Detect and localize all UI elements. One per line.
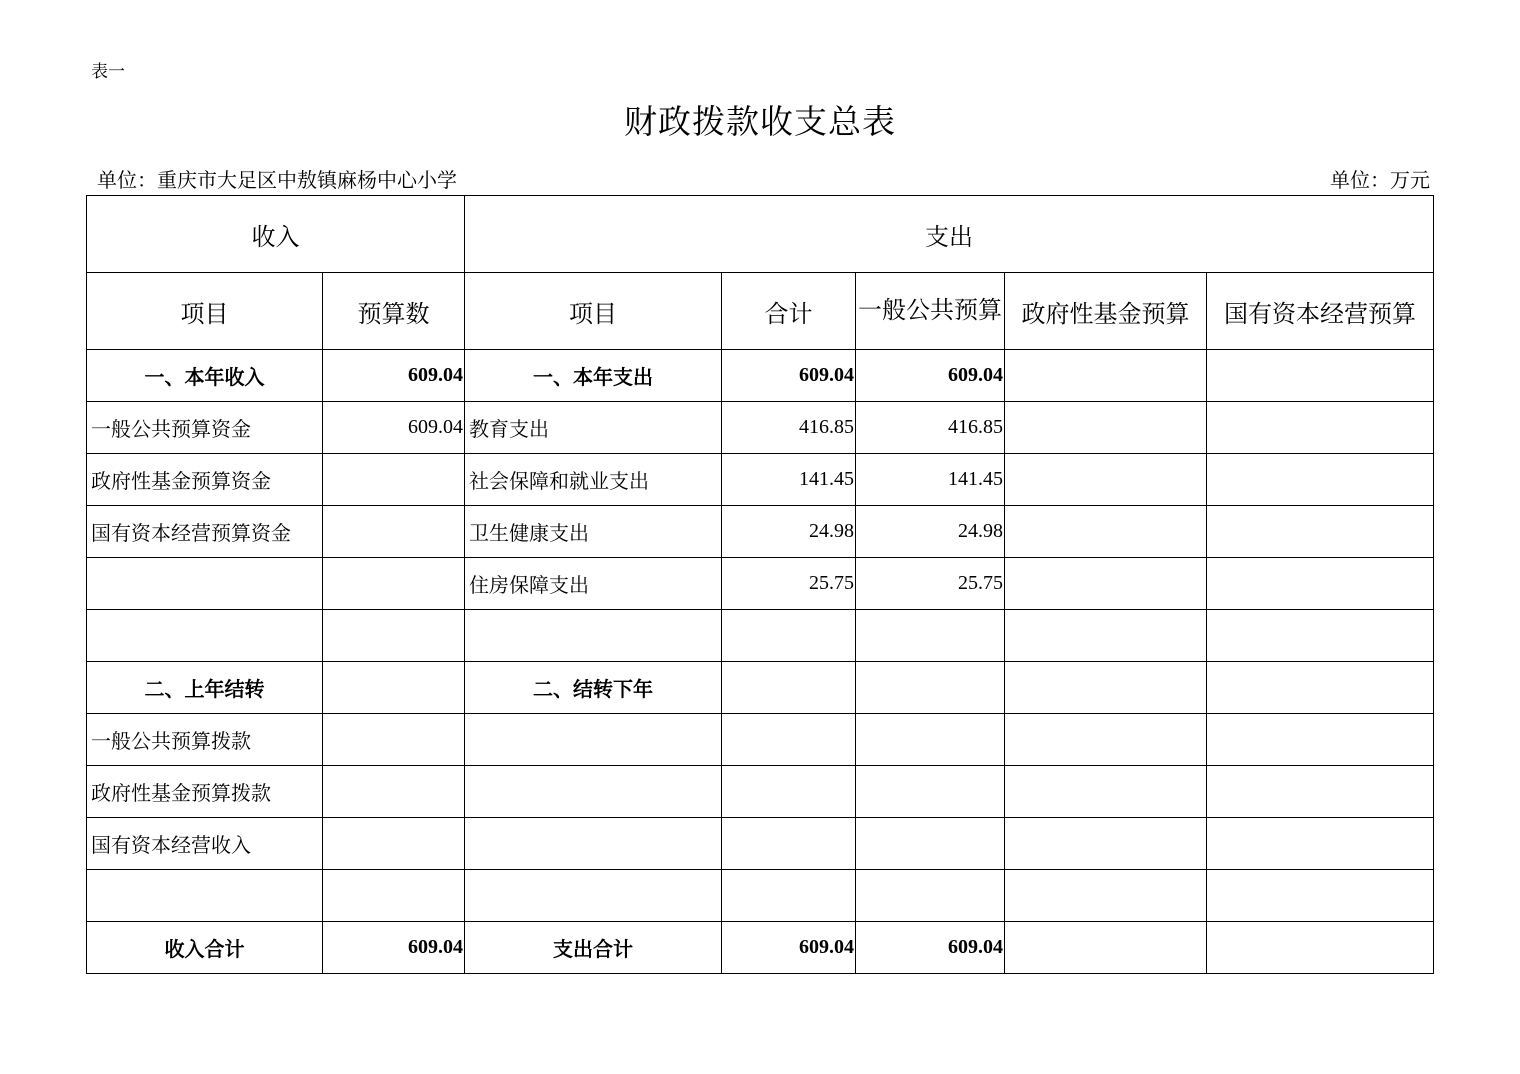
income-budget-cell bbox=[323, 766, 465, 818]
income-item-cell: 收入合计 bbox=[87, 922, 323, 974]
expense-total-header: 合计 bbox=[722, 273, 856, 350]
expense-state-capital-cell bbox=[1207, 922, 1434, 974]
expense-general-cell bbox=[856, 818, 1005, 870]
expense-state-capital-header: 国有资本经营预算 bbox=[1207, 273, 1434, 350]
expense-general-cell: 609.04 bbox=[856, 350, 1005, 402]
expense-state-capital-cell bbox=[1207, 350, 1434, 402]
expense-general-cell: 141.45 bbox=[856, 454, 1005, 506]
expense-total-cell bbox=[722, 766, 856, 818]
income-item-cell: 政府性基金预算资金 bbox=[87, 454, 323, 506]
expense-gov-fund-cell bbox=[1005, 662, 1207, 714]
table-row bbox=[87, 402, 1434, 454]
expense-total-cell: 416.85 bbox=[722, 402, 856, 454]
income-budget-cell bbox=[323, 870, 465, 922]
expense-item-cell: 支出合计 bbox=[465, 922, 722, 974]
expense-item-cell bbox=[465, 766, 722, 818]
income-item-cell bbox=[87, 558, 323, 610]
expense-state-capital-cell bbox=[1207, 818, 1434, 870]
expense-state-capital-cell bbox=[1207, 402, 1434, 454]
expense-total-cell: 141.45 bbox=[722, 454, 856, 506]
income-item-cell: 一、本年收入 bbox=[87, 350, 323, 402]
income-item-cell: 二、上年结转 bbox=[87, 662, 323, 714]
expense-gov-fund-cell bbox=[1005, 558, 1207, 610]
expense-item-cell: 社会保障和就业支出 bbox=[465, 454, 722, 506]
expense-total-cell bbox=[722, 870, 856, 922]
expense-item-cell: 卫生健康支出 bbox=[465, 506, 722, 558]
expense-total-cell: 609.04 bbox=[722, 922, 856, 974]
expense-general-cell bbox=[856, 610, 1005, 662]
expense-gov-fund-cell bbox=[1005, 766, 1207, 818]
expense-general-cell bbox=[856, 714, 1005, 766]
expense-item-cell bbox=[465, 610, 722, 662]
expense-item-cell: 住房保障支出 bbox=[465, 558, 722, 610]
income-item-cell: 一般公共预算拨款 bbox=[87, 714, 323, 766]
income-budget-cell bbox=[323, 662, 465, 714]
expense-total-cell bbox=[722, 610, 856, 662]
income-budget-header: 预算数 bbox=[323, 273, 465, 350]
expense-gov-fund-cell bbox=[1005, 454, 1207, 506]
expense-item-cell: 一、本年支出 bbox=[465, 350, 722, 402]
expense-state-capital-cell bbox=[1207, 870, 1434, 922]
income-item-cell: 一般公共预算资金 bbox=[87, 402, 323, 454]
expense-item-cell: 教育支出 bbox=[465, 402, 722, 454]
expense-state-capital-cell bbox=[1207, 558, 1434, 610]
expense-total-cell: 24.98 bbox=[722, 506, 856, 558]
income-budget-cell bbox=[323, 454, 465, 506]
income-item-cell bbox=[87, 610, 323, 662]
expense-state-capital-cell bbox=[1207, 662, 1434, 714]
table-row bbox=[87, 558, 1434, 610]
expense-section-header: 支出 bbox=[465, 196, 1434, 273]
income-budget-cell: 609.04 bbox=[323, 350, 465, 402]
page-title: 财政拨款收支总表 bbox=[624, 105, 896, 141]
expense-gov-fund-cell bbox=[1005, 870, 1207, 922]
table-row bbox=[87, 922, 1434, 974]
table-row bbox=[87, 662, 1434, 714]
expense-item-header: 项目 bbox=[465, 273, 722, 350]
expense-state-capital-cell bbox=[1207, 506, 1434, 558]
expense-general-cell bbox=[856, 766, 1005, 818]
income-item-cell: 国有资本经营预算资金 bbox=[87, 506, 323, 558]
table-row bbox=[87, 818, 1434, 870]
expense-general-cell bbox=[856, 870, 1005, 922]
income-budget-cell bbox=[323, 610, 465, 662]
expense-total-cell bbox=[722, 662, 856, 714]
table-row bbox=[87, 714, 1434, 766]
table-label: 表一 bbox=[91, 62, 125, 81]
income-budget-cell: 609.04 bbox=[323, 402, 465, 454]
unit-organization: 单位：重庆市大足区中敖镇麻杨中心小学 bbox=[97, 170, 457, 192]
expense-item-cell: 二、结转下年 bbox=[465, 662, 722, 714]
expense-general-cell: 416.85 bbox=[856, 402, 1005, 454]
expense-gov-fund-cell bbox=[1005, 610, 1207, 662]
table-row bbox=[87, 870, 1434, 922]
unit-currency: 单位：万元 bbox=[1330, 170, 1430, 192]
income-section-header: 收入 bbox=[87, 196, 465, 273]
expense-gov-fund-cell bbox=[1005, 402, 1207, 454]
table-row bbox=[87, 454, 1434, 506]
section-header-row bbox=[87, 196, 1434, 273]
income-item-cell bbox=[87, 870, 323, 922]
expense-gov-fund-cell bbox=[1005, 350, 1207, 402]
expense-total-cell: 25.75 bbox=[722, 558, 856, 610]
income-item-cell: 政府性基金预算拨款 bbox=[87, 766, 323, 818]
expense-state-capital-cell bbox=[1207, 610, 1434, 662]
income-item-cell: 国有资本经营收入 bbox=[87, 818, 323, 870]
income-budget-cell bbox=[323, 818, 465, 870]
expense-state-capital-cell bbox=[1207, 714, 1434, 766]
table-row bbox=[87, 350, 1434, 402]
expense-total-cell: 609.04 bbox=[722, 350, 856, 402]
expense-general-cell: 609.04 bbox=[856, 922, 1005, 974]
income-budget-cell bbox=[323, 558, 465, 610]
expense-total-cell bbox=[722, 818, 856, 870]
table-row bbox=[87, 506, 1434, 558]
expense-item-cell bbox=[465, 870, 722, 922]
expense-general-cell bbox=[856, 662, 1005, 714]
income-budget-cell bbox=[323, 714, 465, 766]
budget-summary-table bbox=[86, 195, 1434, 974]
expense-item-cell bbox=[465, 818, 722, 870]
expense-gov-fund-cell bbox=[1005, 714, 1207, 766]
income-budget-cell bbox=[323, 506, 465, 558]
income-item-header: 项目 bbox=[87, 273, 323, 350]
expense-gov-fund-cell bbox=[1005, 506, 1207, 558]
table-row bbox=[87, 766, 1434, 818]
expense-total-cell bbox=[722, 714, 856, 766]
expense-item-cell bbox=[465, 714, 722, 766]
expense-general-cell: 25.75 bbox=[856, 558, 1005, 610]
column-header-row bbox=[87, 273, 1434, 350]
expense-state-capital-cell bbox=[1207, 766, 1434, 818]
expense-gov-fund-cell bbox=[1005, 922, 1207, 974]
expense-general-cell: 24.98 bbox=[856, 506, 1005, 558]
income-budget-cell: 609.04 bbox=[323, 922, 465, 974]
table-row bbox=[87, 610, 1434, 662]
expense-gov-fund-header: 政府性基金预算 bbox=[1005, 273, 1207, 350]
expense-general-header: 一般公共预算 bbox=[856, 273, 1005, 350]
expense-state-capital-cell bbox=[1207, 454, 1434, 506]
expense-gov-fund-cell bbox=[1005, 818, 1207, 870]
